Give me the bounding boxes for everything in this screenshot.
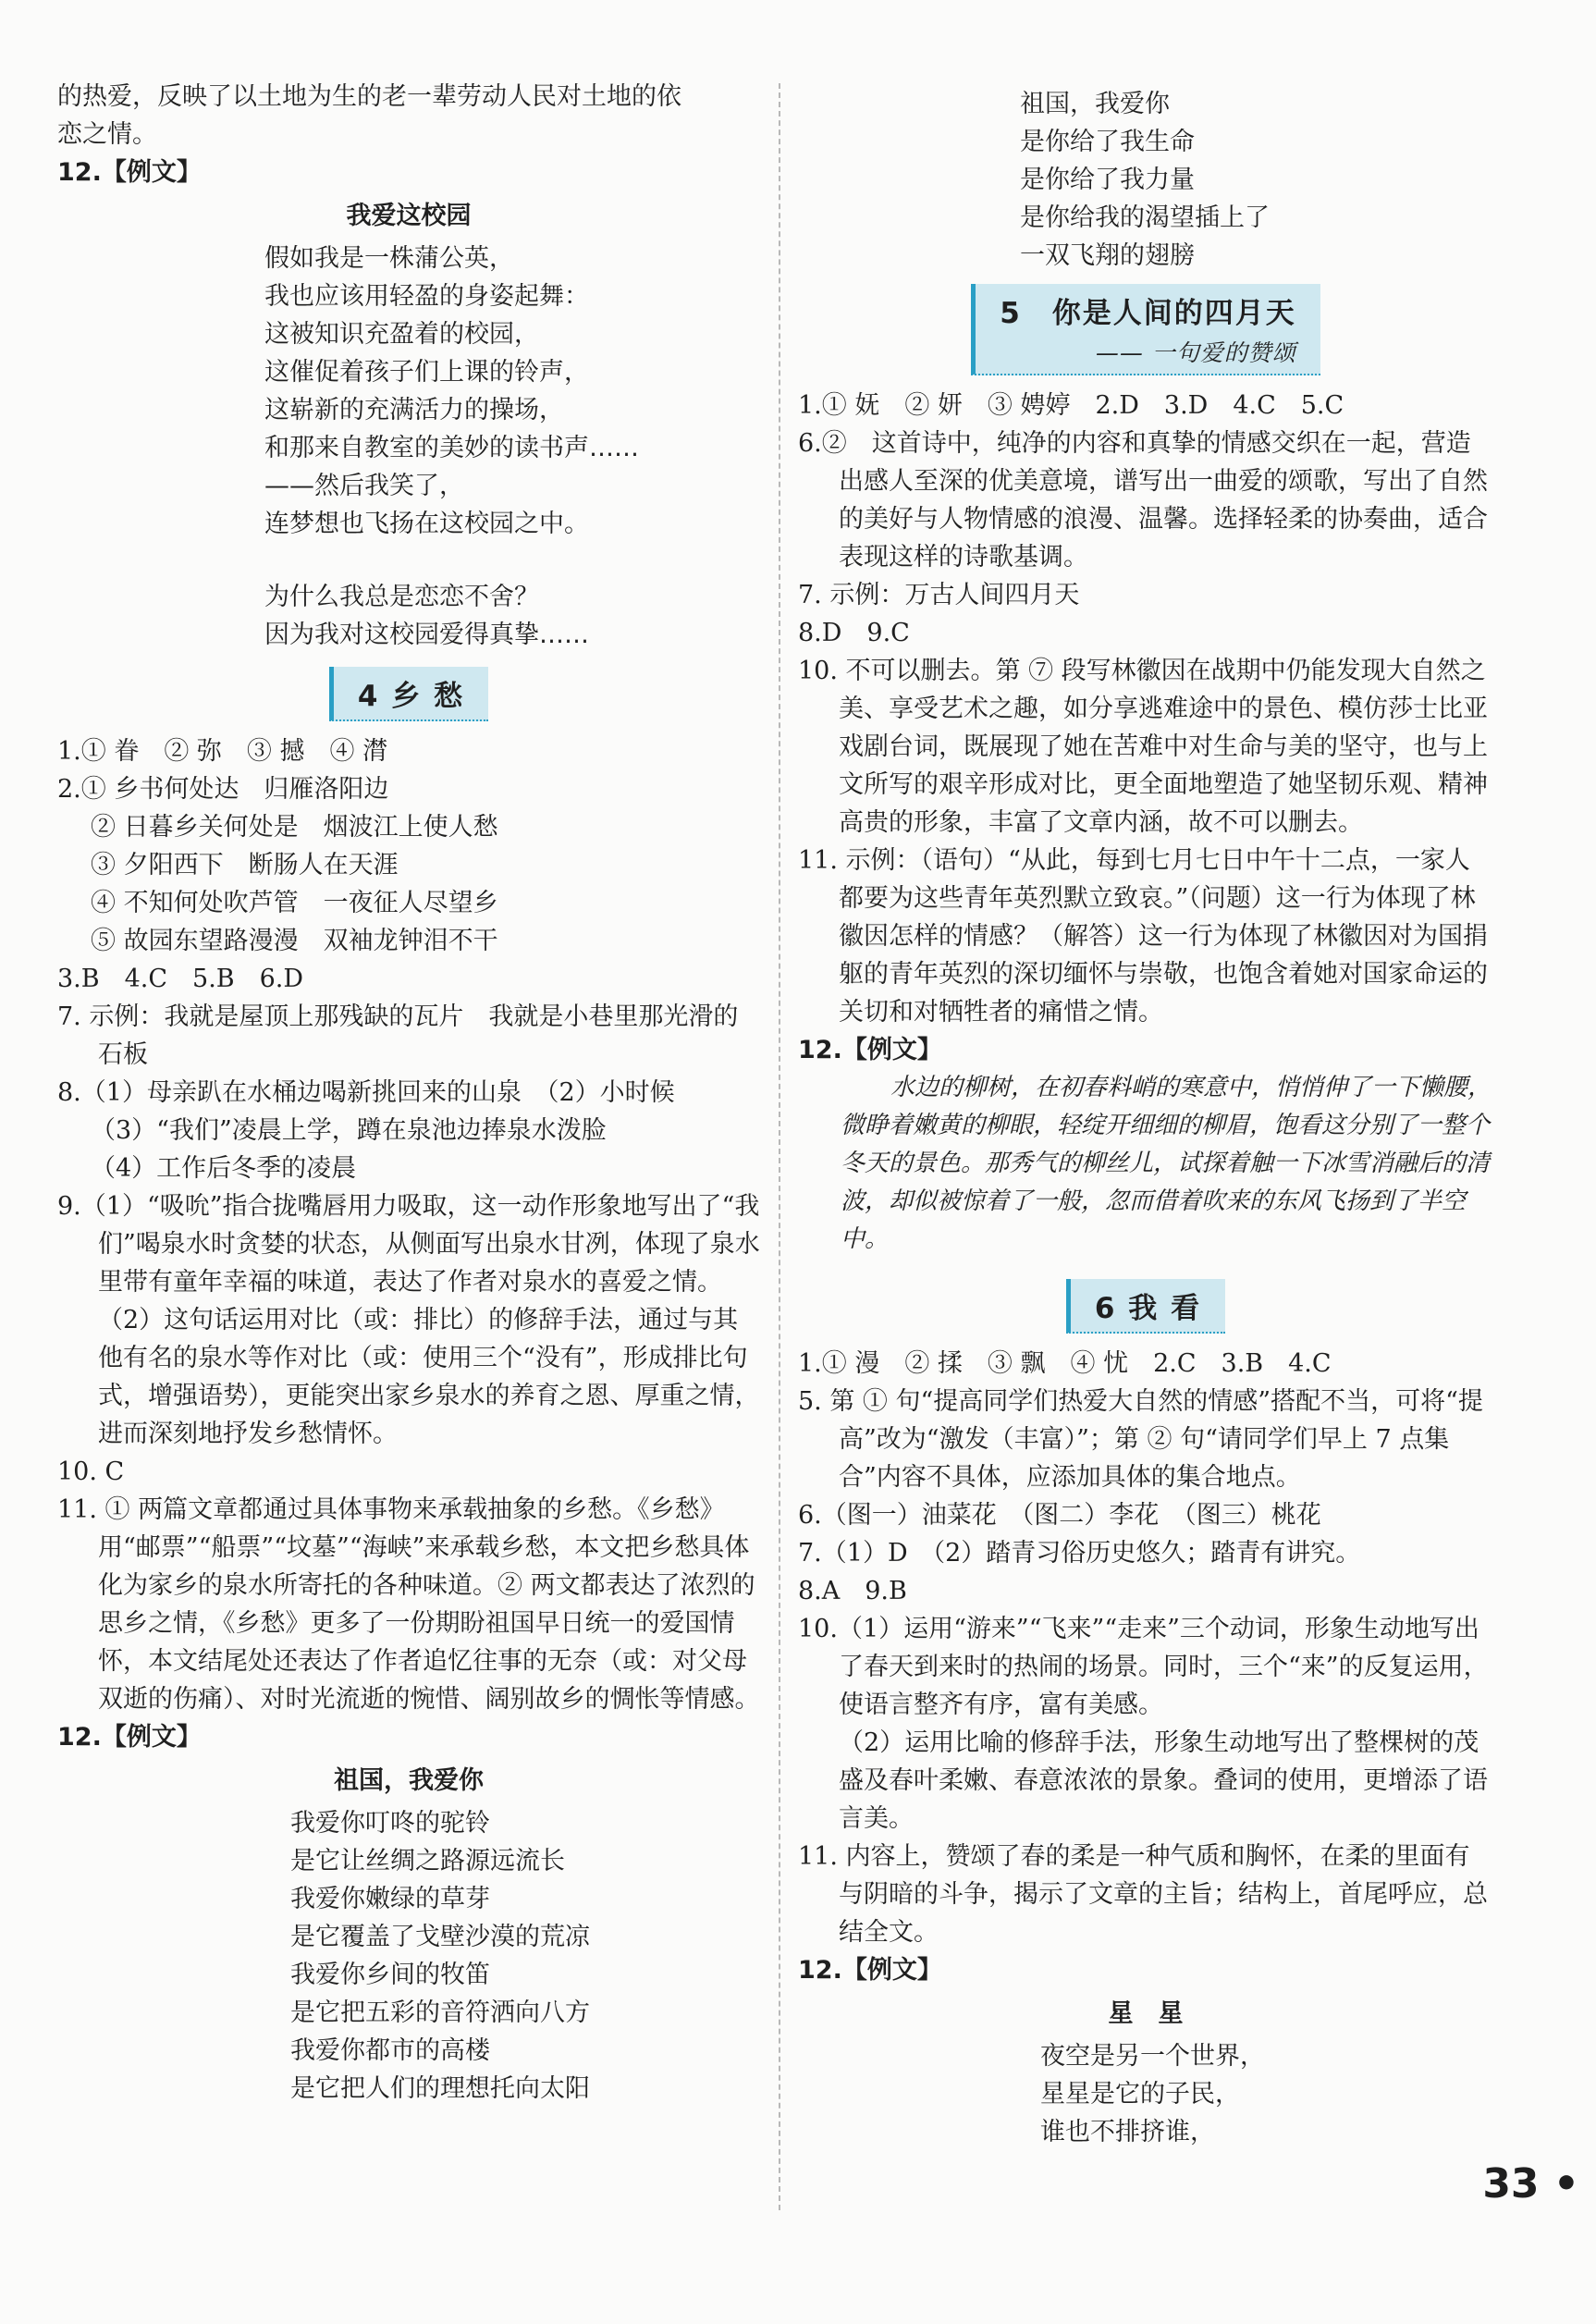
answer-1-5: 1.① 妩 ② 妍 ③ 娉婷 2.D 3.D 4.C 5.C — [798, 391, 1344, 420]
poem-line: 我爱你嫩绿的草芽 — [290, 1885, 490, 1913]
poem-block — [57, 1804, 760, 2108]
poem-line: 和那来自教室的美妙的读书声…… — [264, 434, 639, 462]
poem-line: 是它把五彩的音符洒向八方 — [290, 1998, 590, 2027]
page-number-text: 33 — [1482, 2160, 1540, 2207]
answer-line: ⑤ 故园东望路漫漫 双袖龙钟泪不干 — [91, 927, 498, 955]
poem-line: 是它让丝绸之路源远流长 — [290, 1847, 565, 1875]
poem-block — [798, 85, 1493, 275]
poem-line: 星星是它的子民， — [1040, 2080, 1240, 2109]
poem-title: 星 星 — [1108, 1999, 1184, 2028]
question-12-label: 12.【例文】 — [798, 1956, 942, 1985]
answer-1-4: 1.① 漫 ② 揉 ③ 飘 ④ 忧 2.C 3.B 4.C — [798, 1349, 1332, 1378]
answer-7: 7. 示例：我就是屋顶上那残缺的瓦片 我就是小巷里那光滑的石板 — [57, 1002, 739, 1069]
answer-line: ② 日暮乡关何处是 烟波江上使人愁 — [91, 813, 498, 842]
question-12-label: 12.【例文】 — [57, 158, 202, 187]
answer-11: 11. 示例：（语句）“从此，每到七月七日中午十二点，一家人都要为这些青年英烈默立致哀。”（问题）这一行为体现了林徽因怎样的情感？（解答）这一行为体现了林徽因对为国捐躯的青年英烈的深切缅怀与崇敬，也饱含着她对国家命运的关切和对牺牲者的痛惜之情。 — [798, 846, 1488, 1027]
answer-9: 9.（1）“吸吮”指合拢嘴唇用力吸取，这一动作形象地写出了“我们”喝泉水时贪婪的状态，从侧面写出泉水甘冽，体现了泉水里带有童年幸福的味道，表达了作者对泉水的喜爱之情。 — [57, 1192, 760, 1297]
poem-title: 祖国，我爱你 — [334, 1766, 484, 1795]
poem-line: 祖国，我爱你 — [1020, 90, 1170, 118]
poem-line: 为什么我总是恋恋不舍？ — [264, 583, 539, 611]
answer-9-part-2: （2）这句话运用对比（或：排比）的修辞手法，通过与其他有名的泉水等作对比（或：使用三个“没有”，形成排比句式，增强语势），更能突出家乡泉水的养育之恩、厚重之情，进而深刻地抒发乡愁情怀。 — [98, 1306, 760, 1448]
poem-block — [57, 240, 760, 654]
answer-6: 6.② 这首诗中，纯净的内容和真挚的情感交织在一起，营造出感人至深的优美意境，谱写出一曲爱的颂歌，写出了自然的美好与人物情感的浪漫、温馨。选择轻柔的协奏曲，适合表现这样的诗歌基调。 — [798, 429, 1488, 572]
poem-line: 这崭新的充满活力的操场， — [264, 396, 564, 424]
answer-7: 7.（1）D （2）踏青习俗历史悠久；踏青有讲究。 — [798, 1539, 1361, 1568]
poem-line: 我爱你乡间的牧笛 — [290, 1961, 490, 1989]
answer-line: ④ 不知何处吹芦管 一夜征人尽望乡 — [91, 889, 498, 917]
left-column — [57, 78, 760, 2108]
answer-1: 1.① 眷 ② 弥 ③ 撼 ④ 潸 — [57, 737, 388, 766]
question-12-label: 12.【例文】 — [798, 1036, 942, 1064]
answer-7: 7. 示例：万古人间四月天 — [798, 581, 1080, 609]
section-heading — [971, 284, 1320, 375]
page-number: 33 • — [1482, 2160, 1579, 2207]
poem-line: 假如我是一株蒲公英， — [264, 244, 514, 273]
poem-block — [798, 2037, 1493, 2151]
answer-5: 5. 第 ① 句“提高同学们热爱大自然的情感”搭配不当，可将“提高”改为“激发（丰富）”；第 ② 句“请同学们早上 7 点集合”内容不具体，应添加具体的集合地点。 — [798, 1387, 1483, 1492]
poem-line: 连梦想也飞扬在这校园之中。 — [264, 510, 589, 538]
poem-line: 这催促着孩子们上课的铃声， — [264, 358, 589, 387]
text-line: 的热爱，反映了以土地为生的老一辈劳动人民对土地的依 — [57, 82, 681, 111]
poem-line: 谁也不排挤谁， — [1040, 2118, 1215, 2146]
answer-8: 8.（1）母亲趴在水桶边喝新挑回来的山泉 （2）小时候 — [57, 1078, 675, 1107]
answer-10: 10. 不可以删去。第 ⑦ 段写林徽因在战期中仍能发现大自然之美、享受艺术之趣，如分享逃难途中的景色、模仿莎士比亚戏剧台词，既展现了她在苦难中对生命与美的坚守，也与上文所写的艰辛形成对比，更全面地塑造了她坚韧乐观、精神高贵的形象，丰富了文章内涵，故不可以删去。 — [798, 657, 1488, 837]
section-heading: 6 我 看 — [1066, 1279, 1225, 1334]
answer-line: ③ 夕阳西下 断肠人在天涯 — [91, 851, 399, 879]
poem-line: 一双飞翔的翅膀 — [1020, 241, 1195, 270]
section-subtitle: —— 一句爱的赞颂 — [1095, 339, 1296, 366]
right-column — [798, 85, 1493, 2151]
text-line: 恋之情。 — [57, 120, 157, 149]
answer-2: 2.① 乡书何处达 归雁洛阳边 — [57, 775, 389, 804]
poem-line: 夜空是另一个世界， — [1040, 2042, 1265, 2071]
answer-line: （3）“我们”凌晨上学，蹲在泉池边捧泉水泼脸 — [91, 1116, 607, 1145]
answer-10: 10. C — [57, 1457, 125, 1486]
poem-line: 是它把人们的理想托向太阳 — [290, 2074, 590, 2103]
answer-8-9: 8.D 9.C — [798, 619, 910, 647]
column-divider — [779, 83, 780, 2210]
poem-line: 是它覆盖了戈壁沙漠的荒凉 — [290, 1923, 590, 1951]
section-heading: 4 乡 愁 — [329, 667, 488, 721]
answer-8-9: 8.A 9.B — [798, 1577, 907, 1605]
example-essay: 水边的柳树，在初春料峭的寒意中，悄悄伸了一下懒腰，微睁着嫩黄的柳眼，轻绽开细细的柳眉，饱看这分别了一整个冬天的景色。那秀气的柳丝儿，试探着触一下冰雪消融后的清波，却似被惊着了一般，忽而借着吹来的东风飞扬到了半空中。 — [841, 1074, 1492, 1253]
poem-line: 这被知识充盈着的校园， — [264, 320, 539, 349]
poem-line: 我也应该用轻盈的身姿起舞： — [264, 282, 589, 311]
answer-line: （4）工作后冬季的凌晨 — [91, 1154, 357, 1183]
poem-line: 是你给我的渴望插上了 — [1020, 203, 1270, 232]
answer-3-6: 3.B 4.C 5.B 6.D — [57, 965, 304, 993]
poem-line: 是你给了我力量 — [1020, 166, 1195, 194]
section-title: 5 你是人间的四月天 — [1000, 297, 1296, 330]
question-12-label: 12.【例文】 — [57, 1723, 202, 1752]
answer-6: 6.（图一）油菜花 （图二）李花 （图三）桃花 — [798, 1501, 1321, 1530]
answer-11: 11. 内容上，赞颂了春的柔是一种气质和胸怀，在柔的里面有与阴暗的斗争，揭示了文章的主旨；结构上，首尾呼应，总结全文。 — [798, 1842, 1488, 1947]
answer-10-part-2: （2）运用比喻的修辞手法，形象生动地写出了整棵树的茂盛及春叶柔嫩、春意浓浓的景象。叠词的使用，更增添了语言美。 — [839, 1728, 1488, 1833]
poem-line: 我爱你都市的高楼 — [290, 2036, 490, 2065]
answer-10: 10.（1）运用“游来”“飞来”“走来”三个动词，形象生动地写出了春天到来时的热闹的场景。同时，三个“来”的反复运用，使语言整齐有序，富有美感。 — [798, 1615, 1489, 1719]
poem-line: 是你给了我生命 — [1020, 128, 1195, 156]
answer-11: 11. ① 两篇文章都通过具体事物来承载抽象的乡愁。《乡愁》用“邮票”“船票”“坟墓”“海峡”来承载乡愁，本文把乡愁具体化为家乡的泉水所寄托的各种味道。② 两文都表达了浓烈的思乡之情，《乡愁》更多了一份期盼祖国早日统一的爱国情怀，本文结尾处还表达了作者追忆往事的无奈（或：对父母双逝的伤痛）、对时光流逝的惋惜、阔别故乡的惆怅等情感。 — [57, 1495, 760, 1714]
poem-line: ——然后我笑了， — [264, 472, 464, 500]
poem-line: 因为我对这校园爱得真挚…… — [264, 621, 589, 649]
poem-title: 我爱这校园 — [346, 202, 472, 230]
poem-line: 我爱你叮咚的驼铃 — [290, 1809, 490, 1838]
